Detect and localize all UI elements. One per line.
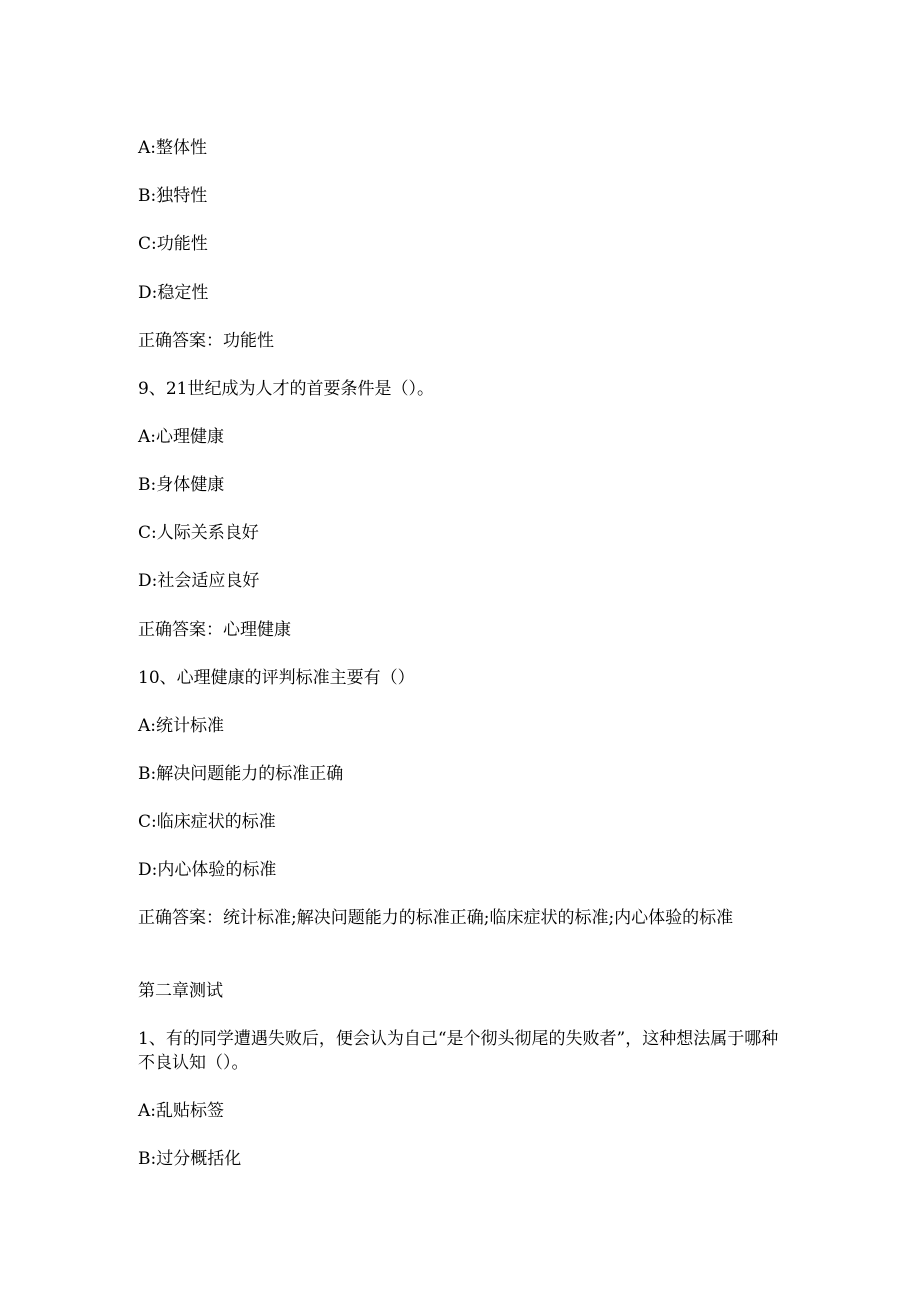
ch2-q1-option-b: B:过分概括化 <box>138 1149 242 1169</box>
q8-answer: 正确答案：功能性 <box>138 331 274 351</box>
q9-answer: 正确答案：心理健康 <box>138 620 291 640</box>
q10-question: 10、心理健康的评判标准主要有（） <box>138 668 415 688</box>
q8-option-a: A:整体性 <box>138 138 208 158</box>
q9-option-c: C:人际关系良好 <box>138 523 259 543</box>
q10-option-c: C:临床症状的标准 <box>138 812 276 832</box>
q9-option-d: D:社会适应良好 <box>138 571 260 591</box>
q9-option-b: B:身体健康 <box>138 475 225 495</box>
q8-option-b: B:独特性 <box>138 186 208 206</box>
q10-answer: 正确答案：统计标准;解决问题能力的标准正确;临床症状的标准;内心体验的标准 <box>138 908 734 928</box>
q8-option-d: D:稳定性 <box>138 283 209 303</box>
q10-option-a: A:统计标准 <box>138 716 225 736</box>
chapter-heading: 第二章测试 <box>138 981 223 1001</box>
q9-question: 9、21世纪成为人才的首要条件是（）。 <box>138 379 434 399</box>
ch2-q1-question: 1、有的同学遭遇失败后，便会认为自己“是个彻头彻尾的失败者”，这种想法属于哪种不良认知（）。 <box>138 1029 779 1073</box>
q10-option-b: B:解决问题能力的标准正确 <box>138 764 344 784</box>
q10-option-d: D:内心体验的标准 <box>138 860 277 880</box>
ch2-q1-option-a: A:乱贴标签 <box>138 1101 225 1121</box>
q9-option-a: A:心理健康 <box>138 427 225 447</box>
q8-option-c: C:功能性 <box>138 234 208 254</box>
